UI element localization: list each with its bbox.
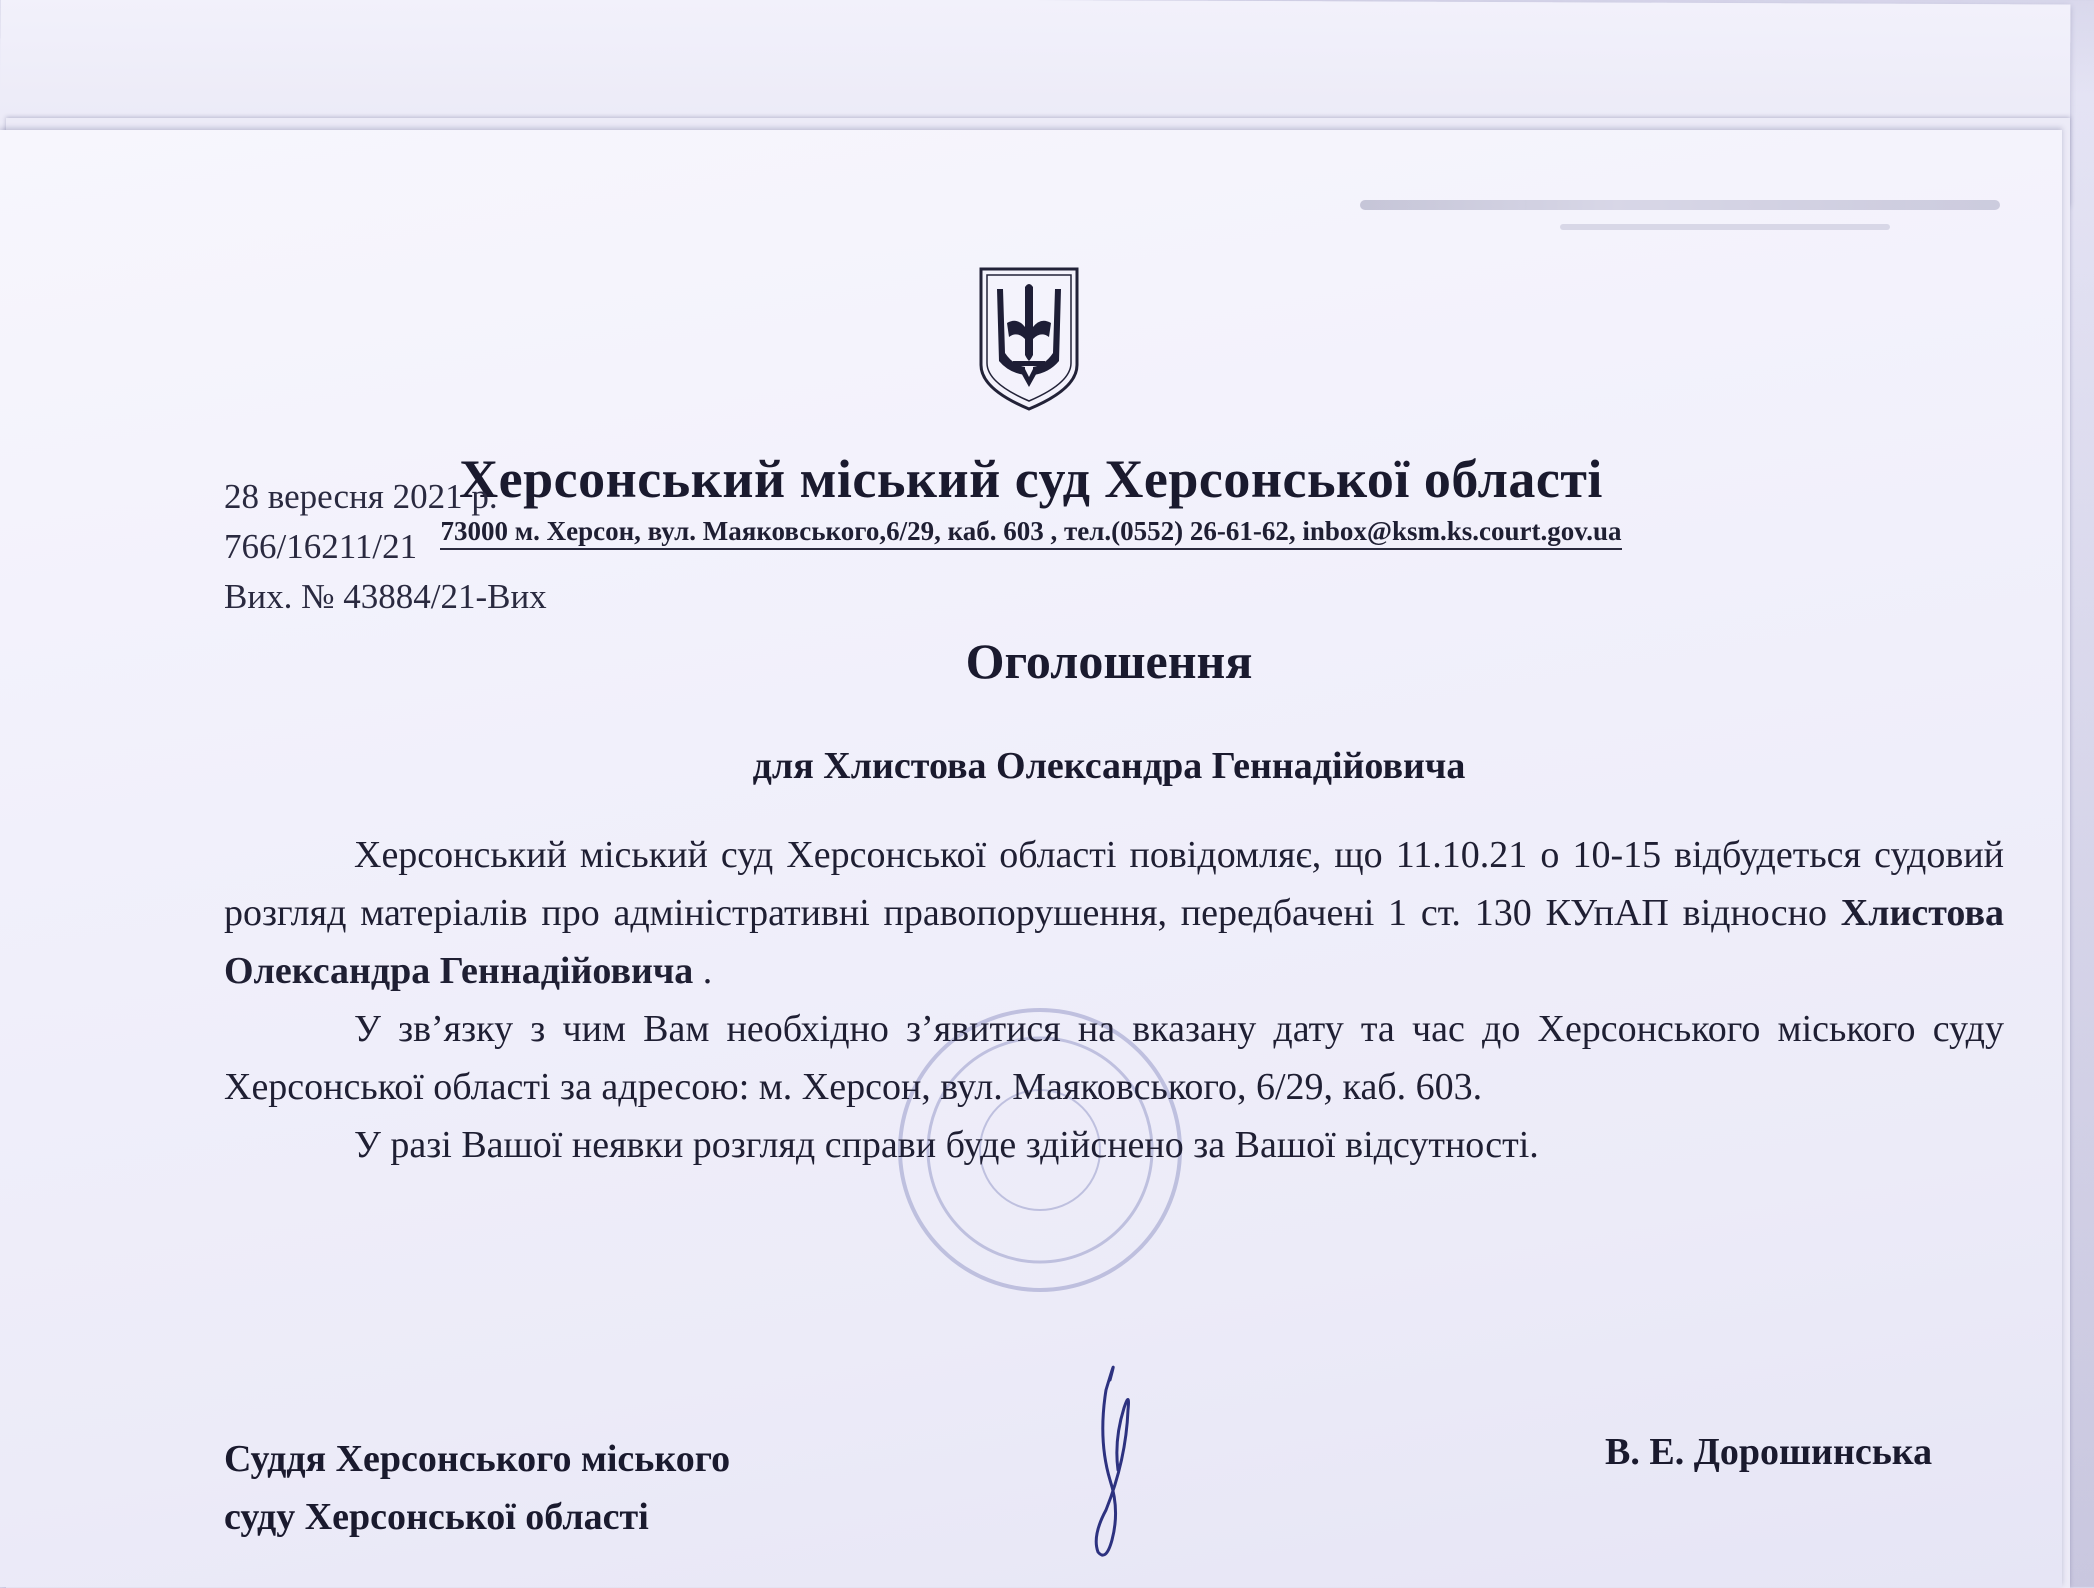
body-paragraph-1	[224, 826, 2004, 1000]
judge-name: В. Е. Дорошинська	[1605, 1431, 1933, 1473]
court-address-text: 73000 м. Херсон, вул. Маяковського,6/29, каб. 603 , тел.(0552) 26-61-62, inbox@ksm.ks.court.gov.ua	[440, 516, 1621, 550]
handwritten-signature-icon	[1040, 1240, 1190, 1570]
court-name-heading: Херсонський міський суд Херсонської області	[459, 449, 1603, 509]
document-meta	[224, 472, 547, 622]
body-paragraph-1-text: Херсонський міський суд Херсонської області повідомляє, що 11.10.21 о 10-15 відбудеться судовий розгляд матеріалів про адміністративні правопорушення, передбачені 1 ст. 130 КУпАП відносно	[224, 834, 2004, 934]
case-number: 766/16211/21	[224, 527, 418, 566]
bleed-through-text	[1360, 200, 2010, 250]
defendant-name: Хлистова Олександра Геннадійовича	[224, 892, 2004, 992]
judge-title-line-2: суду Херсонської області	[224, 1496, 649, 1538]
judge-title-line-1: Суддя Херсонського міського	[224, 1438, 731, 1480]
outgoing-number: Вих. № 43884/21-Вих	[224, 577, 547, 616]
notice-title: Оголошення	[965, 633, 1253, 689]
body-paragraph-3: У разі Вашої неявки розгляд справи буде здійснено за Вашої відсутності.	[354, 1124, 1539, 1166]
ukraine-trident-emblem-icon	[975, 265, 1083, 413]
document-date: 28 вересня 2021 р.	[224, 477, 498, 516]
notice-addressee: для Хлистова Олександра Геннадійовича	[752, 745, 1466, 787]
body-paragraph-1-end: .	[693, 950, 713, 992]
judge-title	[224, 1430, 730, 1546]
notice-body	[224, 826, 2004, 1174]
body-paragraph-2: У зв’язку з чим Вам необхідно з’явитися на вказану дату та час до Херсонського міського суду Херсонської області за адресою: м. Херсон, вул. Маяковського, 6/29, каб. 603.	[224, 1008, 2004, 1108]
